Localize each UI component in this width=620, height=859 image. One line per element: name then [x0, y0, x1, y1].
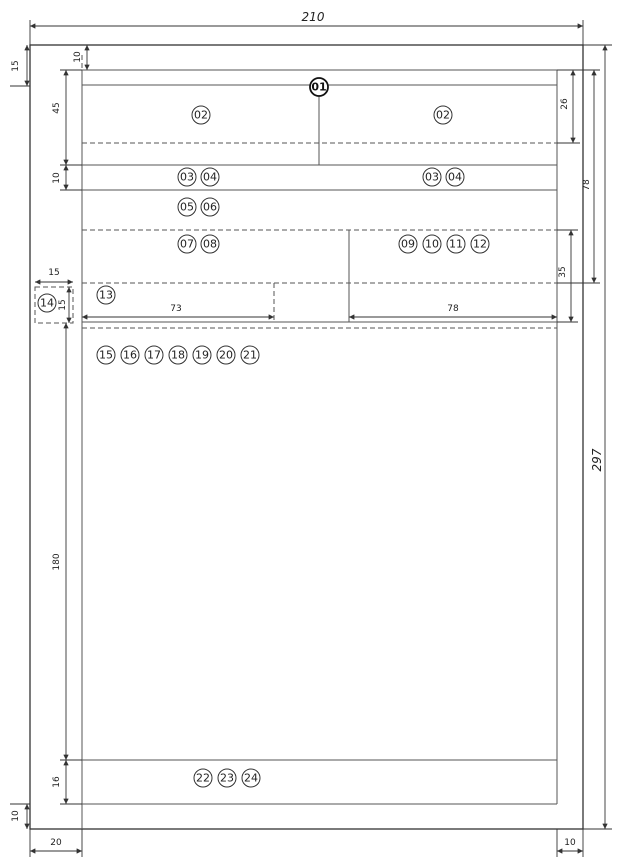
marker-01-label: 01: [311, 80, 327, 94]
marker-14: [38, 294, 56, 312]
dim-page-width-label: 210: [301, 10, 325, 24]
marker-20-label: 20: [219, 348, 233, 362]
marker-19-label: 19: [195, 348, 209, 362]
marker-13-label: 13: [99, 288, 113, 302]
marker-12: [471, 235, 489, 253]
marker-02-label: 02: [436, 108, 450, 122]
dim-right-block-label: 26: [560, 98, 570, 110]
marker-09-label: 09: [401, 237, 415, 251]
marker-05-label: 05: [180, 200, 194, 214]
dim-box-width-label: 15: [48, 268, 60, 278]
marker-11-label: 11: [449, 237, 463, 251]
marker-11: [447, 235, 465, 253]
marker-05: [178, 198, 196, 216]
marker-10-label: 10: [425, 237, 439, 251]
page-outline: [30, 45, 583, 829]
dim-bottom-margin-label: 10: [11, 810, 21, 822]
marker-18: [169, 346, 187, 364]
marker-24: [242, 769, 260, 787]
marker-22-label: 22: [196, 771, 210, 785]
dim-body-height-label: 180: [52, 553, 62, 571]
marker-24-label: 24: [244, 771, 258, 785]
marker-10: [423, 235, 441, 253]
marker-04-left: [201, 168, 219, 186]
dim-right-block-tall-label: 78: [582, 179, 592, 191]
dim-top-margin-label: 15: [11, 60, 21, 72]
marker-18-label: 18: [171, 348, 185, 362]
dim-field-left-label: 73: [170, 304, 182, 314]
marker-09: [399, 235, 417, 253]
marker-16: [121, 346, 139, 364]
marker-16-label: 16: [123, 348, 137, 362]
dim-box-height-label: 15: [58, 299, 68, 311]
marker-14-label: 14: [40, 296, 54, 310]
marker-21: [241, 346, 259, 364]
marker-19: [193, 346, 211, 364]
marker-04-label: 04: [203, 170, 217, 184]
dim-footer-height-label: 16: [52, 776, 62, 788]
marker-15: [97, 346, 115, 364]
marker-12-label: 12: [473, 237, 487, 251]
marker-17-label: 17: [147, 348, 161, 362]
dim-left-margin-label: 20: [50, 838, 62, 848]
dim-header-height-label: 45: [52, 102, 62, 114]
dim-right-margin-label: 10: [564, 838, 576, 848]
marker-02-left: [192, 106, 210, 124]
marker-07: [178, 235, 196, 253]
marker-13: [97, 286, 115, 304]
marker-23: [218, 769, 236, 787]
dim-row-height-label: 10: [52, 172, 62, 184]
marker-06: [201, 198, 219, 216]
dim-header-gap-label: 10: [73, 51, 83, 63]
marker-03-left: [178, 168, 196, 186]
marker-02-right: [434, 106, 452, 124]
marker-04-label: 04: [448, 170, 462, 184]
marker-01: [310, 78, 328, 96]
marker-02-label: 02: [194, 108, 208, 122]
marker-17: [145, 346, 163, 364]
marker-07-label: 07: [180, 237, 194, 251]
dim-field-right-label: 78: [447, 304, 459, 314]
marker-21-label: 21: [243, 348, 257, 362]
marker-03-label: 03: [425, 170, 439, 184]
dim-page-height-label: 297: [590, 448, 604, 472]
marker-03-label: 03: [180, 170, 194, 184]
marker-22: [194, 769, 212, 787]
marker-03-right: [423, 168, 441, 186]
marker-06-label: 06: [203, 200, 217, 214]
marker-23-label: 23: [220, 771, 234, 785]
marker-15-label: 15: [99, 348, 113, 362]
marker-08: [201, 235, 219, 253]
marker-04-right: [446, 168, 464, 186]
dim-small-block-label: 35: [558, 266, 568, 278]
marker-08-label: 08: [203, 237, 217, 251]
marker-20: [217, 346, 235, 364]
